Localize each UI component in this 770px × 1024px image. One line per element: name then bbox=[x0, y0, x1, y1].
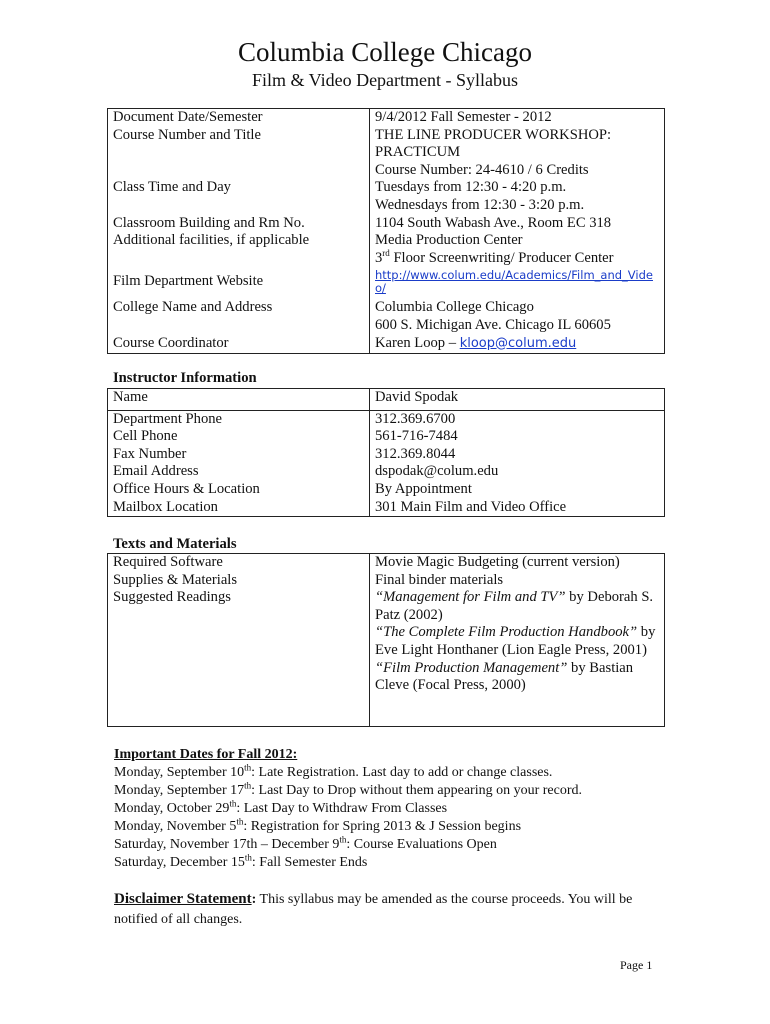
table-row bbox=[108, 335, 665, 354]
table-row bbox=[108, 589, 665, 727]
date-desc: : Last Day to Withdraw From Classes bbox=[236, 801, 448, 816]
floor-text: Floor Screenwriting/ Producer Center bbox=[389, 249, 614, 266]
disclaimer-heading: Disclaimer Statement bbox=[114, 891, 252, 907]
software-value: Movie Magic Budgeting (current version) bbox=[370, 554, 665, 572]
college-address: 600 S. Michigan Ave. Chicago IL 60605 bbox=[375, 316, 611, 333]
reading-author: by Bastian Cleve (Focal Press, 2000) bbox=[375, 659, 634, 694]
email-label: Email Address bbox=[108, 463, 370, 481]
fax-label: Fax Number bbox=[108, 446, 370, 464]
coordinator-email-link[interactable]: kloop@colum.edu bbox=[459, 335, 577, 351]
date-suffix: th bbox=[229, 798, 237, 809]
reading-item bbox=[375, 624, 659, 659]
facilities-line-1: Media Production Center bbox=[375, 232, 523, 249]
date-suffix: th bbox=[236, 816, 244, 827]
table-row bbox=[108, 127, 665, 180]
floor-number: 3 bbox=[375, 249, 383, 266]
date-item bbox=[114, 800, 674, 818]
college-cell bbox=[370, 295, 665, 334]
doc-date-value: 9/4/2012 Fall Semester - 2012 bbox=[370, 109, 665, 127]
instructor-table bbox=[107, 388, 665, 517]
date-desc: : Late Registration. Last day to add or change classes. bbox=[251, 765, 553, 780]
dept-phone-value: 312.369.6700 bbox=[370, 410, 665, 428]
cell-phone-label: Cell Phone bbox=[108, 428, 370, 446]
materials-table bbox=[107, 553, 665, 727]
class-time-label: Class Time and Day bbox=[108, 179, 370, 214]
date-suffix: th bbox=[339, 834, 347, 845]
table-row bbox=[108, 572, 665, 590]
facilities-label: Additional facilities, if applicable bbox=[108, 232, 370, 267]
instructor-heading: Instructor Information bbox=[113, 370, 257, 386]
floor-suffix: rd bbox=[382, 247, 390, 258]
reading-item bbox=[375, 660, 659, 695]
course-info-table bbox=[107, 108, 665, 354]
page-title: Columbia College Chicago bbox=[238, 37, 532, 67]
important-dates bbox=[114, 746, 674, 872]
table-row bbox=[108, 267, 665, 295]
mailbox-label: Mailbox Location bbox=[108, 499, 370, 517]
email-value: dspodak@colum.edu bbox=[370, 463, 665, 481]
date-text: Monday, October 29 bbox=[114, 801, 230, 816]
date-suffix: th bbox=[244, 780, 252, 791]
table-row bbox=[108, 499, 665, 517]
date-text: Monday, September 17 bbox=[114, 783, 245, 798]
reading-title: “Film Production Management” bbox=[375, 659, 568, 676]
class-time-wednesday: Wednesdays from 12:30 - 3:20 p.m. bbox=[375, 196, 585, 213]
table-row bbox=[108, 389, 665, 411]
class-time-cell bbox=[370, 179, 665, 214]
table-row bbox=[108, 295, 665, 334]
dates-heading: Important Dates for Fall 2012: bbox=[114, 747, 298, 762]
table-row bbox=[108, 179, 665, 214]
table-row bbox=[108, 463, 665, 481]
website-label: Film Department Website bbox=[108, 267, 370, 295]
coordinator-name: Karen Loop – bbox=[375, 334, 460, 351]
doc-date-label: Document Date/Semester bbox=[108, 109, 370, 127]
course-title-cell bbox=[370, 127, 665, 180]
classroom-value: 1104 South Wabash Ave., Room EC 318 bbox=[370, 215, 665, 233]
instructor-name-label: Name bbox=[108, 389, 370, 411]
website-cell bbox=[370, 267, 665, 295]
date-suffix: th bbox=[244, 762, 252, 773]
classroom-label: Classroom Building and Rm No. bbox=[108, 215, 370, 233]
instructor-name-value: David Spodak bbox=[370, 389, 665, 411]
college-label: College Name and Address bbox=[108, 295, 370, 334]
disclaimer-statement bbox=[114, 889, 654, 930]
course-title-line-2: PRACTICUM bbox=[375, 144, 461, 161]
date-item bbox=[114, 818, 674, 836]
office-hours-value: By Appointment bbox=[370, 481, 665, 499]
facilities-cell bbox=[370, 232, 665, 267]
website-link[interactable]: http://www.colum.edu/Academics/Film_and_Video/ bbox=[375, 268, 653, 296]
table-row bbox=[108, 428, 665, 446]
date-desc: : Course Evaluations Open bbox=[346, 837, 497, 852]
coordinator-cell bbox=[370, 335, 665, 354]
table-row bbox=[108, 215, 665, 233]
date-item bbox=[114, 854, 674, 872]
course-title-line-1: THE LINE PRODUCER WORKSHOP: bbox=[375, 126, 612, 143]
course-label: Course Number and Title bbox=[108, 127, 370, 180]
table-row bbox=[108, 446, 665, 464]
materials-heading: Texts and Materials bbox=[113, 536, 237, 552]
reading-author: by Deborah S. Patz (2002) bbox=[375, 589, 654, 623]
date-desc: : Last Day to Drop without them appearing on your record. bbox=[251, 783, 582, 798]
coordinator-label: Course Coordinator bbox=[108, 335, 370, 354]
college-name: Columbia College Chicago bbox=[375, 299, 534, 316]
date-text: Monday, September 10 bbox=[114, 765, 245, 780]
readings-cell bbox=[370, 589, 665, 727]
software-label: Required Software bbox=[108, 554, 370, 572]
supplies-value: Final binder materials bbox=[370, 572, 665, 590]
table-row bbox=[108, 481, 665, 499]
page-number: Page 1 bbox=[620, 958, 653, 972]
date-desc: : Fall Semester Ends bbox=[251, 855, 368, 870]
mailbox-value: 301 Main Film and Video Office bbox=[370, 499, 665, 517]
date-text: Monday, November 5 bbox=[114, 819, 237, 834]
fax-value: 312.369.8044 bbox=[370, 446, 665, 464]
disclaimer-colon: : bbox=[251, 892, 257, 907]
reading-author: by Eve Light Honthaner (Lion Eagle Press, 2001) bbox=[375, 624, 656, 658]
supplies-label: Supplies & Materials bbox=[108, 572, 370, 590]
date-item bbox=[114, 836, 674, 854]
table-row bbox=[108, 554, 665, 572]
date-item bbox=[114, 764, 674, 782]
date-desc: : Registration for Spring 2013 & J Session begins bbox=[243, 819, 522, 834]
table-row bbox=[108, 232, 665, 267]
dept-phone-label: Department Phone bbox=[108, 410, 370, 428]
reading-title: “The Complete Film Production Handbook” bbox=[375, 624, 638, 641]
cell-phone-value: 561-716-7484 bbox=[370, 428, 665, 446]
course-number: Course Number: 24-4610 / 6 Credits bbox=[375, 161, 589, 178]
page-subtitle: Film & Video Department - Syllabus bbox=[251, 70, 519, 90]
date-item bbox=[114, 782, 674, 800]
date-text: Saturday, December 15 bbox=[114, 855, 245, 870]
date-suffix: th bbox=[244, 852, 252, 863]
table-row bbox=[108, 109, 665, 127]
reading-title: “Management for Film and TV” bbox=[375, 589, 566, 606]
table-row bbox=[108, 410, 665, 428]
readings-label: Suggested Readings bbox=[108, 589, 370, 727]
class-time-tuesday: Tuesdays from 12:30 - 4:20 p.m. bbox=[375, 179, 567, 196]
reading-item bbox=[375, 589, 659, 624]
facilities-line-2 bbox=[375, 247, 659, 268]
office-hours-label: Office Hours & Location bbox=[108, 481, 370, 499]
disclaimer-text: This syllabus may be amended as the course proceeds. You will be notified of all changes. bbox=[114, 892, 633, 927]
date-text: Saturday, November 17th – December 9 bbox=[114, 837, 340, 852]
